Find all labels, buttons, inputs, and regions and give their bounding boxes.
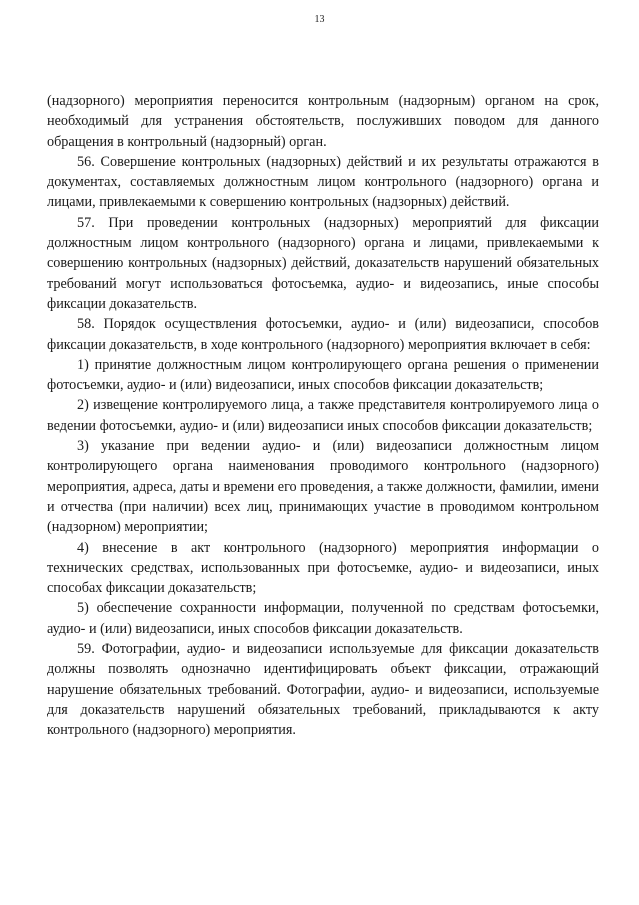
paragraph-58: 58. Порядок осуществления фотосъемки, аудио- и (или) видеозаписи, способов фиксации доказательств, в ходе контрольного (надзорного) мероприятия включает в себя: [47,316,599,353]
paragraph-59: 59. Фотографии, аудио- и видеозаписи используемые для фиксации доказательств должны позволять однозначно идентифицировать объект фиксации, отражающий нарушение обязательных требований. Фотографии, аудио- и видеозаписи, используемые для доказательств нарушений обязательных требований, прикладываются к акту контрольного (надзорного) мероприятия. [47,641,599,739]
document-body [47,91,599,741]
page-number: 13 [314,14,325,25]
list-item-1: 1) принятие должностным лицом контролирующего органа решения о применении фотосъемки, аудио- и (или) видеозаписи, иных способов фиксации доказательств; [47,356,599,394]
paragraph-56: 56. Совершение контрольных (надзорных) действий и их результаты отражаются в документах, составляемых должностным лицом контрольного (надзорного) органа и лицами, привлекаемыми к совершению контрольных (надзорных) действий. [47,153,599,211]
list-item-5: 5) обеспечение сохранности информации, полученной по средствам фотосъемки, аудио- и (или) видеозаписи, иных способов фиксации доказательств. [47,600,599,637]
list-item-3: 3) указание при ведении аудио- и (или) видеозаписи должностным лицом контролирующего органа наименования проводимого контрольного (надзорного) мероприятия, адреса, даты и времени его проведения, а также должности, фамилии, имени и отчества (при наличии) всех лиц, принимающих участие в проводимом контрольном (надзорном) мероприятии; [47,438,599,536]
paragraph-57: 57. При проведении контрольных (надзорных) мероприятий для фиксации должностным лицом контрольного (надзорного) органа и лицами, привлекаемыми к совершению контрольных (надзорных) действий, доказательств нарушений обязательных требований могут использоваться фотосъемка, аудио- и видеозапись, иные способы фиксации доказательств. [47,214,599,312]
paragraph-continuation: (надзорного) мероприятия переносится контрольным (надзорным) органом на срок, необходимый для устранения обстоятельств, послуживших поводом для данного обращения в контрольный (надзорный) орган. [47,93,599,150]
list-item-2: 2) извещение контролируемого лица, а также представителя контролируемого лица о ведении фотосъемки, аудио- и (или) видеозаписи иных способов фиксации доказательств; [47,397,599,434]
list-item-4: 4) внесение в акт контрольного (надзорного) мероприятия информации о технических средствах, использованных при фотосъемке, аудио- и видеозаписи, иных способах фиксации доказательств; [47,539,599,597]
